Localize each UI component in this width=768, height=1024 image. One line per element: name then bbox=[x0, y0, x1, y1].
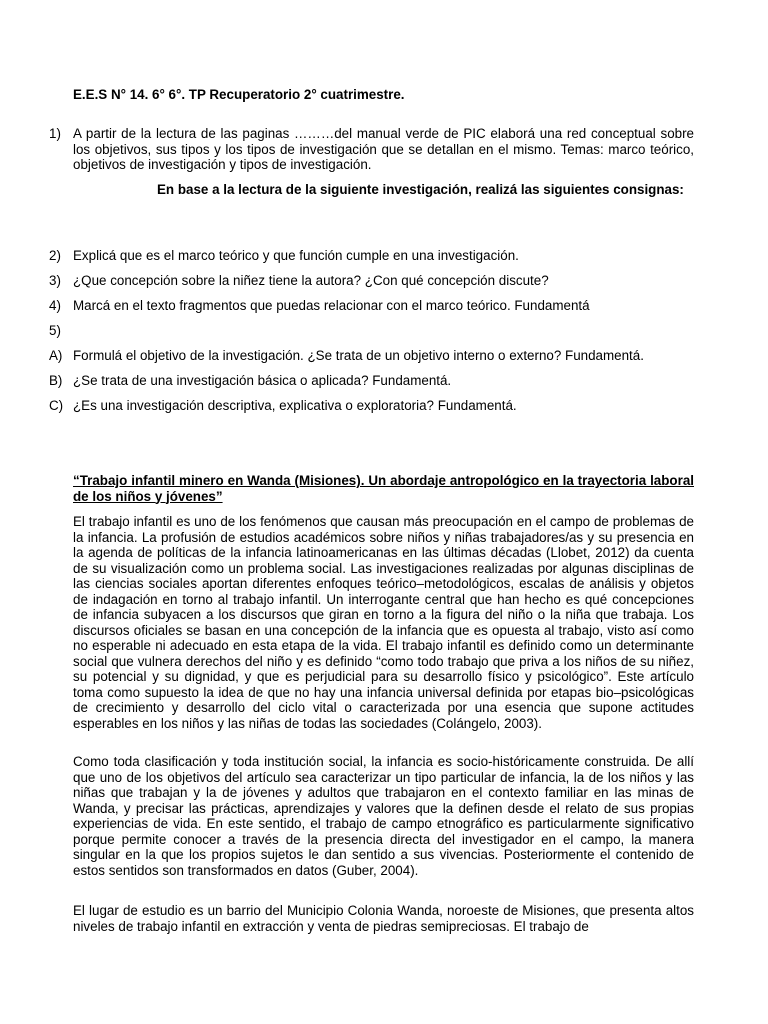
article-paragraph: Como toda clasificación y toda institución social, la infancia es socio-históricamente construida. De allí que uno de los objetivos del artículo sea caracterizar un tipo particular de infancia, la de los niños y las niñas que trabajan y la de jóvenes y adultos que trabajaron en el contexto familiar en las minas de Wanda, y precisar las prácticas, aprendizajes y valores que la definen desde el relato de sus propias experiencias de vida. En este sentido, el trabajo de campo etnográfico es particularmente significativo porque permite conocer a través de la presencia directa del investigador en el campo, la manera singular en la que los propios sujetos le dan sentido a sus vivencias. Posteriormente el contenido de estos sentidos son transformados en datos (Guber, 2004). bbox=[73, 754, 694, 878]
question-number: 5) bbox=[49, 323, 61, 338]
article-title: “Trabajo infantil minero en Wanda (Misiones). Un abordaje antropológico en la trayectoria laboral de los niños y jóvenes” bbox=[73, 473, 694, 504]
question-text: ¿Que concepción sobre la niñez tiene la autora? ¿Con qué concepción discute? bbox=[73, 273, 549, 288]
article-paragraph: El trabajo infantil es uno de los fenómenos que causan más preocupación en el campo de problemas de la infancia. La profusión de estudios académicos sobre niños y niñas trabajadores/as y su presencia en la agenda de políticas de la infancia latinoamericanas en las últimas décadas (Llobet, 2012) da cuenta de su visualización como un problema social. Las investigaciones realizadas por algunas disciplinas de las ciencias sociales aportan diferentes enfoques teórico–metodológicos, escalas de análisis y objetos de indagación en torno al trabajo infantil. Un interrogante central que han hecho es qué concepciones de infancia subyacen a los discursos que giran en torno a la figura del niño o la niña que trabaja. Los discursos oficiales se basan en una concepción de la infancia que es opuesta al trabajo, visto así como no esperable ni adecuado en esta etapa de la vida. El trabajo infantil es definido como un determinante social que vulnera derechos del niño y es definido “como todo trabajo que priva a los niños de su niñez, su potencial y su dignidad, y que es perjudicial para su desarrollo físico y psicológico”. Este artículo toma como supuesto la idea de que no hay una infancia universal definida por etapas bio–psicológicas de crecimiento y desarrollo del ciclo vital o caracterizada por una esencia que supone actitudes esperables en los niños y las niñas de todas las sociedades (Colángelo, 2003). bbox=[73, 514, 694, 731]
question-number: B) bbox=[49, 373, 63, 388]
article-paragraph: El lugar de estudio es un barrio del Municipio Colonia Wanda, noroeste de Misiones, que presenta altos niveles de trabajo infantil en extracción y venta de piedras semipreciosas. El trabajo de bbox=[73, 903, 694, 934]
question-text: Explicá que es el marco teórico y que función cumple en una investigación. bbox=[73, 248, 519, 263]
question-number: 4) bbox=[49, 298, 61, 313]
question-text: ¿Se trata de una investigación básica o aplicada? Fundamentá. bbox=[73, 373, 452, 388]
question-number: C) bbox=[49, 398, 64, 413]
question-text: A partir de la lectura de las paginas ………del manual verde de PIC elaborá una red conceptual sobre los objetivos, sus tipos y los tipos de investigación que se detallan en el mismo. Temas: marco teórico, objetivos de investigación y tipos de investigación. bbox=[73, 126, 694, 172]
question-text: ¿Es una investigación descriptiva, explicativa o exploratoria? Fundamentá. bbox=[73, 398, 517, 413]
document-header: E.E.S N° 14. 6° 6°. TP Recuperatorio 2° cuatrimestre. bbox=[73, 87, 405, 102]
question-number: 3) bbox=[49, 273, 61, 288]
question-number: A) bbox=[49, 348, 63, 363]
question-number: 2) bbox=[49, 248, 61, 263]
question-text: Marcá en el texto fragmentos que puedas relacionar con el marco teórico. Fundamentá bbox=[73, 298, 590, 313]
instruction-text: En base a la lectura de la siguiente investigación, realizá las siguientes consignas: bbox=[157, 182, 684, 197]
question-number: 1) bbox=[49, 126, 61, 141]
question-text: Formulá el objetivo de la investigación. ¿Se trata de un objetivo interno o externo? Fundamentá. bbox=[73, 348, 644, 363]
